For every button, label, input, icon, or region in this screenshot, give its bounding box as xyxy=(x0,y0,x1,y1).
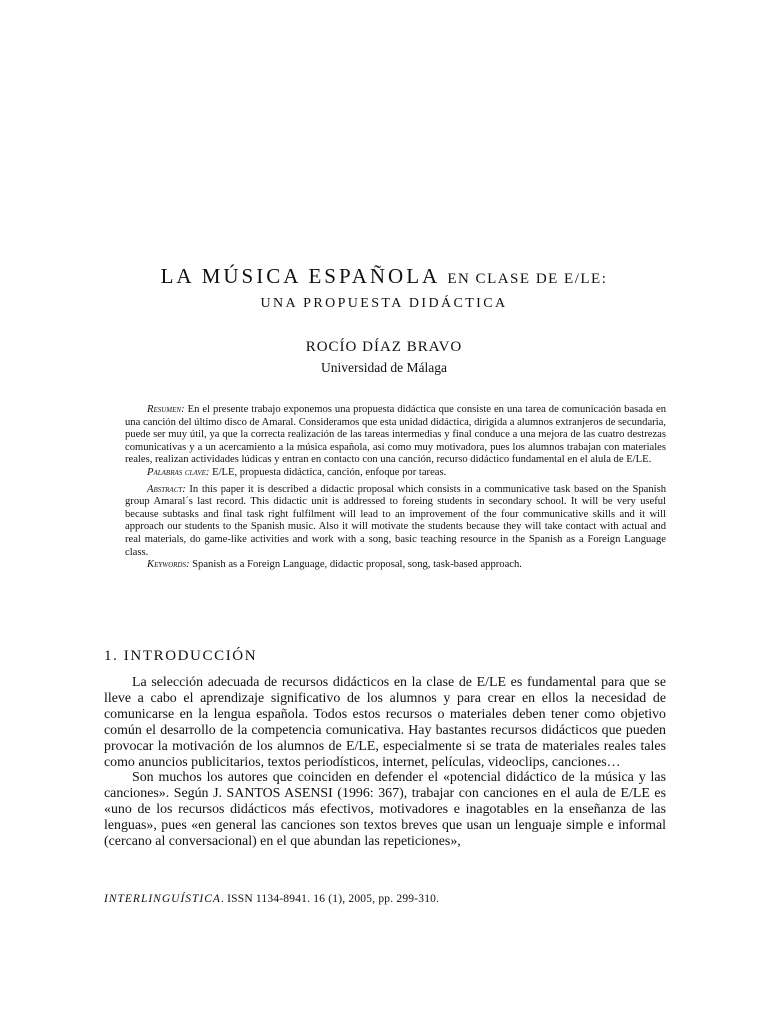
abstract-text: In this paper it is described a didactic proposal which consists in a communicative task based on the Spanish group Amaral´s last record. This didactic unit is addressed to foreing students in secondary school. It will be very useful because subtasks and final task right fulfilment will lead to an improvement of the four communicative skills and it will approach our students to the Spanish music. Also it will motivate the students because they will take contact with actual and real materials, do game-like activities and work with a song, basic teaching resource in the Spanish as a Foreign Language class. xyxy=(125,483,666,558)
resumen-text: En el presente trabajo exponemos una propuesta didáctica que consiste en una tarea de comunicación basada en una canción del último disco de Amaral. Consideramos que esta unidad didáctica, dirigida a alumnos extranjeros de secundaria, puede ser muy útil, ya que la correcta realización de las tareas intermedias y final conduce a una mejora de las cuatro destrezas comunicativas y a un acercamiento a la música española, así como muy motivadora, pues los alumnos trabajan con materiales reales, realizan actividades lúdicas y entran en contacto con una canción, recurso didáctico fundamental en el alula de E/LE. xyxy=(125,404,666,466)
journal-footer xyxy=(104,893,439,905)
palabras-clave-text: E/LE, propuesta didáctica, canción, enfoque por tareas. xyxy=(209,466,447,478)
paper-subtitle: UNA PROPUESTA DIDÁCTICA xyxy=(260,296,508,311)
paper-title-rest: EN CLASE DE E/LE: xyxy=(447,271,608,287)
journal-name: INTERLINGUÍSTICA xyxy=(104,893,221,905)
body-paragraph: Son muchos los autores que coinciden en defender el «potencial didáctico de la música y las canciones». Según J. SANTOS ASENSI (1996: 367), trabajar con canciones en el aula de E/LE es «uno de los recursos didácticos más efectivos, motivadores e inagotables en la enseñanza de las lenguas», pues «en general las canciones son textos breves que usan un lenguaje simple e informal (cercano al conversacional) en el que abundan las repeticiones», xyxy=(104,770,666,850)
author-affiliation: Universidad de Málaga xyxy=(321,360,447,375)
section-heading: 1. INTRODUCCIÓN xyxy=(104,648,258,664)
abstract-block xyxy=(125,404,666,572)
palabras-clave-paragraph xyxy=(125,467,666,480)
keywords-paragraph xyxy=(125,559,666,572)
resumen-label: Resumen: xyxy=(147,404,185,415)
palabras-clave-label: Palabras clave: xyxy=(147,466,210,478)
resumen-paragraph xyxy=(125,404,666,467)
keywords-label: Keywords: xyxy=(147,559,190,571)
paper-title-main: LA MÚSICA ESPAÑOLA xyxy=(160,264,440,288)
author-name: ROCÍO DÍAZ BRAVO xyxy=(305,339,463,355)
journal-citation: . ISSN 1134-8941. 16 (1), 2005, pp. 299-310. xyxy=(220,893,440,905)
paper-title xyxy=(0,264,768,289)
body-paragraph: La selección adecuada de recursos didácticos en la clase de E/LE es fundamental para que se lleve a cabo el aprendizaje significativo de los alumnos y para crear en ellos la necesidad de comunicarse en la lengua española. Todos estos recursos o materiales deben tener como objetivo común el desarrollo de la competencia comunicativa. Hay bastantes recursos didácticos que pueden provocar la motivación de los alumnos de E/LE, especialmente si se trata de materiales reales tales como anuncios publicitarios, textos periodísticos, internet, películas, videoclips, canciones… xyxy=(104,675,666,770)
keywords-text: Spanish as a Foreign Language, didactic proposal, song, task-based approach. xyxy=(189,559,522,571)
abstract-paragraph xyxy=(125,484,666,560)
abstract-label: Abstract: xyxy=(147,483,186,495)
section-body xyxy=(104,675,666,850)
